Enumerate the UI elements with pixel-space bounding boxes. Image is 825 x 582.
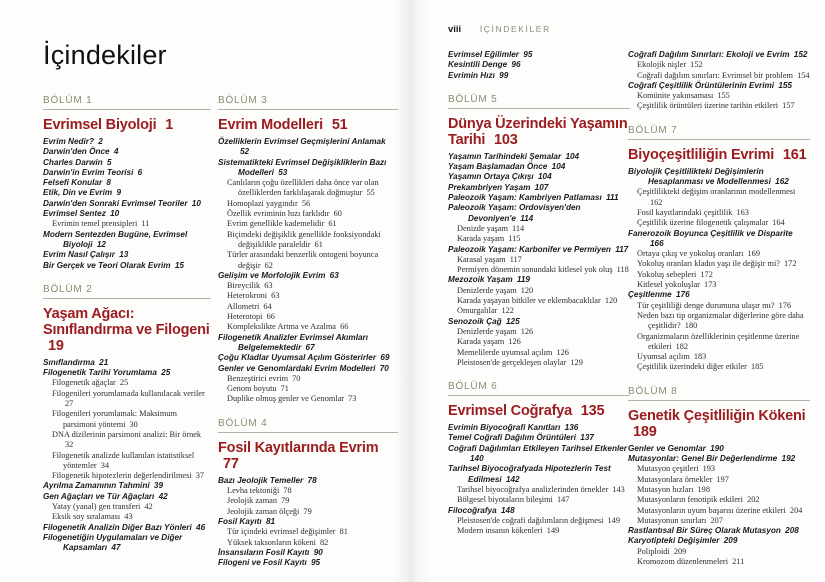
toc-entry: Yaşamın Tarihindeki Şemalar 104 — [448, 151, 580, 161]
page-number: 169 — [747, 249, 760, 259]
toc-entry: Darwin'den Önce 4 — [43, 147, 119, 157]
page-number: 209 — [723, 536, 738, 546]
page-number: 183 — [693, 352, 707, 362]
page-number: 78 — [283, 486, 292, 496]
page-number: 46 — [196, 522, 206, 532]
toc-entry: Genler ve Genomlardaki Evrim Modelleri 70 — [218, 363, 389, 373]
page-number: 103 — [494, 131, 518, 148]
toc-entry: Canlıların çoğu özellikleri daha önce var olan özelliklerden farklılaşarak doğmuştur 55 — [227, 178, 379, 198]
toc-entry: Coğrafi Çeşitlilik Örüntülerinin Evrimi 155 — [628, 80, 792, 90]
chapter-label: BÖLÜM 5 — [448, 94, 630, 109]
chapter-label: BÖLÜM 3 — [218, 95, 398, 110]
page-number: 104 — [565, 151, 580, 161]
page-number: 114 — [520, 213, 534, 223]
toc-entry: Çoğu Kladlar Uyumsal Açılım Gösterirler 69 — [218, 353, 390, 363]
chapter-title: Evrimsel Biyoloji 1 — [43, 117, 174, 133]
page-number: 208 — [785, 526, 799, 536]
page-number: 81 — [265, 516, 276, 526]
page-number: 99 — [499, 70, 509, 80]
page-number: 73 — [348, 394, 357, 404]
page-number: 70 — [292, 373, 301, 383]
toc-entry: Mutasyon çeşitleri 193 — [637, 464, 716, 474]
page-number: 197 — [716, 474, 729, 484]
toc-entry: Karada yaşam 115 — [457, 234, 521, 244]
running-title: İÇİNDEKİLER — [479, 24, 551, 34]
page-number: 60 — [333, 209, 342, 219]
toc-entry: Neden bazı tip organizmalar diğerlerine göre daha çeşitlidir? 180 — [637, 310, 804, 331]
page-number: 143 — [612, 484, 625, 494]
toc-entry: Filogenetik Analizin Diğer Bazı Yönleri 46 — [43, 522, 206, 532]
chapter-title: Fosil Kayıtlarında Evrim 77 — [218, 439, 379, 472]
toc-entry: Uyumsal açılım 183 — [637, 352, 707, 362]
page-number: 115 — [508, 234, 521, 244]
toc-entry: Karyotipteki Değişimler 209 — [628, 536, 738, 546]
page-number: 69 — [380, 353, 390, 363]
toc-entry: Senozoik Çağ 125 — [448, 316, 520, 326]
toc-entry: Türler arasındaki benzerlik ontogeni boyunca değişir 62 — [227, 250, 379, 270]
page-number: 193 — [702, 464, 716, 474]
page-number: 118 — [616, 265, 629, 275]
toc-entry: Çeşitlilik örüntüleri üzerine tarihin etkileri 157 — [637, 101, 795, 111]
chapter-title: Evrimsel Coğrafya 135 — [448, 403, 605, 420]
page-number: 90 — [313, 547, 323, 557]
toc-entry: Filogenetik ağaçlar 25 — [52, 378, 129, 388]
page-number: 95 — [523, 50, 533, 59]
page-number: 148 — [500, 505, 515, 515]
toc-entry: Etik, Din ve Evrim 9 — [43, 188, 122, 198]
page-number: 67 — [305, 342, 315, 352]
toc-entry: Yokoluş sebepleri 172 — [637, 269, 713, 279]
toc-entry: Yokoluş oranları kladın yaşı ile değişir mi? 172 — [637, 259, 797, 269]
toc-entry: Kromozom düzenlenmeleri 211 — [637, 556, 745, 566]
toc-entry: Mutasyonların uyum başarısı üzerine etkileri 204 — [637, 505, 803, 515]
toc-entry: Çeşitlilikteki değişim oranlarının modellenmesi 162 — [637, 187, 796, 207]
page-number: 172 — [784, 259, 797, 269]
toc-entry: Homoplazi yaygındır 56 — [227, 198, 311, 208]
chapter-title: Dünya Üzerindeki Yaşamın Tarihi 103 — [448, 115, 628, 148]
page-number: 202 — [747, 495, 760, 505]
page-number: 107 — [534, 182, 549, 192]
page-number: 166 — [650, 238, 664, 248]
page-number: 63 — [271, 291, 280, 301]
toc-entry: Özelliklerin Evrimsel Geçmişlerini Anlamak 52 — [218, 137, 386, 157]
page-number: 66 — [340, 322, 349, 332]
page-number: 172 — [700, 269, 713, 279]
toc-entry: Filogenileri yorumlamak: Maksimum parsimoni yöntemi 30 — [52, 409, 177, 429]
toc-entry: Biçimdeki değişiklik genellikle fonksiyondaki değişiklikle paraleldir 61 — [227, 229, 381, 249]
page-number: 30 — [129, 419, 138, 429]
page-number: 12 — [96, 239, 106, 249]
toc-entry: Filogenetiğin Uygulamaları ve Diğer Kapsamları 47 — [43, 532, 183, 553]
page-number: 66 — [266, 312, 275, 322]
toc-entry: Filogenetik Analizler Evrimsel Akımları Belgelemektedir 67 — [218, 332, 369, 352]
toc-entry: Mutasyonlara örnekler 197 — [637, 474, 729, 484]
page-number: 190 — [710, 443, 724, 453]
page-number: 10 — [110, 209, 120, 219]
chapter-label: BÖLÜM 8 — [628, 386, 810, 401]
page-number: 47 — [111, 543, 121, 553]
page-number: 173 — [703, 280, 717, 290]
chapter-label: BÖLÜM 1 — [43, 95, 211, 110]
page-number: 8 — [106, 178, 111, 188]
folio-page-number: viii — [448, 24, 462, 35]
page-number: 21 — [99, 357, 109, 367]
toc-entry: Tür çeşitliliği denge durumuna ulaşır mı? 176 — [637, 300, 792, 310]
page-number: 161 — [782, 146, 807, 163]
toc-entry: Yatay (yanal) gen transferi 42 — [52, 502, 153, 512]
toc-entry: Omurgalılar 122 — [457, 306, 514, 316]
page-number: 149 — [607, 515, 620, 525]
toc-entry: Yaşam Başlamadan Önce 104 — [448, 162, 566, 172]
toc-entry: Sistematikteki Evrimsel Değişikliklerin Bazı Modelleri 53 — [218, 157, 387, 177]
page-number: 211 — [732, 556, 745, 566]
page-number: 53 — [278, 167, 288, 177]
toc-column-1 — [43, 95, 211, 554]
toc-entry: Modern insanın kökenleri 149 — [457, 526, 560, 536]
toc-entry: Fanerozoik Boyunca Çeşitlilik ve Disparite 166 — [628, 228, 793, 248]
toc-entry: Evrimin Biyocoğrafi Kanıtları 136 — [448, 423, 579, 433]
toc-entry: Evrim genellikle kademelidir 61 — [227, 219, 337, 229]
page-number: 185 — [750, 362, 764, 372]
page-number: 114 — [512, 223, 525, 233]
page-number: 120 — [604, 296, 618, 306]
toc-entry: Bazı Jeolojik Temeller 78 — [218, 475, 317, 485]
toc-entry: Filogenetik analizde kullanılan istatistiksel yöntemler 34 — [52, 450, 195, 470]
page-number: 64 — [263, 301, 272, 311]
toc-entry: Fosil kayıtlarındaki çeşitlilik 163 — [637, 207, 749, 217]
page-number: 129 — [570, 357, 583, 367]
toc-entry: Filogeni ve Fosil Kayıtı 95 — [218, 558, 321, 568]
page-number: 15 — [174, 260, 184, 270]
toc-entry: Eksik soy sıralaması 43 — [52, 512, 133, 522]
page-number: 34 — [100, 460, 110, 470]
chapter-title: Biyoçeşitliliğin Evrimi 161 — [628, 146, 807, 163]
right-page — [412, 0, 825, 582]
page-number: 155 — [717, 91, 730, 101]
page-number: 126 — [556, 347, 569, 357]
chapter-label: BÖLÜM 7 — [628, 125, 810, 140]
toc-entry: Memelilerde uyumsal açılım 126 — [457, 347, 569, 357]
toc-entry: Karada yaşayan bitkiler ve eklembacaklılar 120 — [457, 296, 618, 306]
page-number: 27 — [65, 399, 74, 409]
toc-entry: Coğrafi Dağılım Sınırları: Ekoloji ve Evrim 152 — [628, 50, 808, 59]
toc-entry: Bir Gerçek ve Teori Olarak Evrim 15 — [43, 260, 184, 270]
chapter-label: BÖLÜM 2 — [43, 284, 211, 299]
chapter-title: Evrim Modelleri 51 — [218, 117, 348, 133]
page-number: 95 — [311, 558, 321, 568]
toc-entry: Fosil Kayıtı 81 — [218, 516, 276, 526]
page-number: 157 — [782, 101, 795, 111]
page-number: 142 — [505, 474, 520, 484]
toc-entry: Heterokroni 63 — [227, 291, 280, 301]
page-number: 126 — [520, 326, 534, 336]
left-page — [0, 0, 412, 582]
page-number: 162 — [775, 177, 789, 187]
page-number: 11 — [141, 219, 150, 229]
toc-entry: Permiyen dönemin sonundaki kitlesel yok oluş 118 — [457, 265, 629, 275]
toc-entry: Yüksek taksonların kökeni 82 — [227, 537, 329, 547]
page-number: 42 — [144, 502, 153, 512]
toc-entry: Levha tektoniği 78 — [227, 486, 292, 496]
toc-entry: Modern Sentezden Bugüne, Evrimsel Biyoloji 12 — [43, 229, 188, 249]
page-number: 9 — [116, 188, 122, 198]
page-number: 25 — [119, 378, 129, 388]
page-number: 51 — [331, 117, 348, 133]
toc-entry: Ortaya çıkış ve yokoluş oranları 169 — [637, 249, 760, 259]
toc-entry: Poliploidi 209 — [637, 546, 687, 556]
page-number: 2 — [98, 137, 103, 146]
toc-entry: Mutasyonun sınırları 207 — [637, 515, 723, 525]
toc-entry: Felsefi Konular 8 — [43, 178, 111, 188]
toc-entry: Filogenetik hipotezlerin değerlendirilmesi 37 — [52, 471, 204, 481]
page-number: 149 — [546, 526, 560, 536]
page-number: 4 — [113, 147, 119, 157]
toc-entry: Biyolojik Çeşitlilikteki Değişimlerin Hesaplanması ve Modellenmesi 162 — [628, 166, 789, 187]
page-number: 55 — [366, 188, 375, 198]
toc-column-2 — [218, 95, 398, 568]
page-number: 122 — [501, 306, 514, 316]
page-number: 6 — [137, 167, 143, 177]
toc-entry: Mezozoik Yaşam 119 — [448, 275, 530, 285]
toc-entry: Bölgesel biyotaların bileşimi 147 — [457, 495, 570, 505]
toc-entry: Çeşitlilik üzerindeki diğer etkiler 185 — [637, 362, 764, 372]
page-number: 176 — [675, 290, 690, 300]
page-number: 140 — [470, 454, 484, 464]
toc-entry: Mutasyon hızları 198 — [637, 484, 710, 494]
page-number: 119 — [516, 275, 530, 285]
page-number: 192 — [781, 454, 796, 464]
page-number: 117 — [509, 254, 522, 264]
page-number: 63 — [264, 281, 273, 291]
toc-entry: Tür içindeki evrimsel değişimler 81 — [227, 527, 348, 537]
page-number: 137 — [580, 433, 594, 443]
page-number: 164 — [772, 218, 785, 228]
toc-column-3 — [448, 50, 630, 536]
page-number: 70 — [379, 363, 389, 373]
page-number: 198 — [697, 484, 710, 494]
toc-entry: Rastlantısal Bir Süreç Olarak Mutasyon 208 — [628, 526, 799, 536]
toc-entry: Allometri 64 — [227, 301, 272, 311]
page-number: 209 — [673, 546, 687, 556]
page-number: 147 — [556, 495, 570, 505]
toc-entry: Komplekslikte Artma ve Azalma 66 — [227, 322, 349, 332]
chapter-title: Genetik Çeşitliliğin Kökeni 189 — [628, 407, 806, 440]
toc-entry: Darwin'den Sonraki Evrimsel Teoriler 10 — [43, 198, 201, 208]
toc-entry: Coğrafi dağılım sınırları: Evrimsel bir problem 154 — [637, 70, 810, 80]
page-number: 25 — [161, 368, 171, 378]
toc-entry: Genler ve Genomlar 190 — [628, 443, 724, 453]
page-number: 52 — [240, 147, 250, 157]
chapter-title: Yaşam Ağacı: Sınıflandırma ve Filogeni 19 — [43, 305, 210, 354]
page-number: 96 — [511, 60, 521, 70]
toc-entry: Evrimsel Eğilimler 95 — [448, 50, 533, 59]
page-title: İçindekiler — [43, 40, 167, 70]
toc-entry: Kesintili Denge 96 — [448, 60, 521, 70]
page-number: 71 — [280, 384, 289, 394]
toc-entry: Kitlesel yokoluşlar 173 — [637, 280, 717, 290]
toc-entry: Pleistosen'de gerçekleşen olaylar 129 — [457, 357, 583, 367]
page-number: 182 — [675, 341, 689, 351]
page-number: 77 — [223, 455, 239, 472]
toc-entry: Charles Darwin 5 — [43, 157, 112, 167]
page-number: 152 — [690, 60, 703, 70]
toc-entry: Duplike olmuş genler ve Genomlar 73 — [227, 394, 357, 404]
page-number: 61 — [314, 239, 323, 249]
page-number: 43 — [124, 512, 133, 522]
toc-entry: Mutasyonların fenotipik etkileri 202 — [637, 495, 760, 505]
toc-entry: Filogenetik Tarihi Yorumlama 25 — [43, 368, 171, 378]
toc-entry: Çeşitlilik üzerine filogenetik çalışmalar 164 — [637, 218, 785, 228]
page-number: 79 — [303, 506, 312, 516]
page-number: 120 — [520, 285, 534, 295]
page-number: 19 — [48, 337, 64, 354]
toc-entry: Tarihsel Biyocoğrafyada Hipotezlerin Test Edilmesi 142 — [448, 464, 611, 484]
page-number: 62 — [264, 260, 273, 270]
page-number: 125 — [505, 316, 520, 326]
page-number: 204 — [789, 505, 803, 515]
toc-entry: Ekolojik nişler 152 — [637, 60, 703, 70]
toc-entry: Coğrafi Dağılımları Etkileyen Tarihsel Etkenler 140 — [448, 443, 627, 464]
page-number: 176 — [778, 300, 792, 310]
toc-entry: Jeolojik zaman 79 — [227, 496, 290, 506]
toc-entry: Denizlerde yaşam 120 — [457, 285, 534, 295]
toc-entry: Paleozoik Yaşam: Karbonifer ve Permiyen 117 — [448, 244, 629, 254]
toc-entry: Denizlerde yaşam 126 — [457, 326, 534, 336]
toc-entry: Darwin'in Evrim Teorisi 6 — [43, 167, 143, 177]
page-number: 163 — [736, 207, 749, 217]
running-header — [448, 24, 551, 35]
toc-entry: Evrimin temel prensipleri 11 — [52, 219, 150, 229]
toc-column-4 — [628, 50, 810, 567]
toc-entry: Komünite yakınsaması 155 — [637, 91, 730, 101]
toc-entry: Gelişim ve Morfolojik Evrim 63 — [218, 270, 339, 280]
page-number: 152 — [793, 50, 808, 59]
page-number: 135 — [580, 403, 605, 420]
page-number: 78 — [307, 475, 317, 485]
toc-entry: Prekambriyen Yaşam 107 — [448, 182, 549, 192]
page-number: 104 — [551, 162, 566, 172]
toc-entry: Tarihsel biyocoğrafya analizlerinden örnekler 143 — [457, 484, 625, 494]
toc-entry: Benzeştirici evrim 70 — [227, 373, 301, 383]
toc-entry: Denizde yaşam 114 — [457, 223, 525, 233]
toc-entry: İnsansıların Fosil Kayıtı 90 — [218, 547, 323, 557]
toc-entry: Evrimsel Sentez 10 — [43, 209, 120, 219]
toc-entry: Jeolojik zaman ölçeği 79 — [227, 506, 312, 516]
toc-entry: Temel Coğrafi Dağılım Örüntüleri 137 — [448, 433, 594, 443]
page-number: 37 — [195, 471, 204, 481]
page-number: 32 — [65, 440, 74, 450]
toc-entry: Ayrılma Zamanının Tahmini 39 — [43, 481, 163, 491]
toc-entry: Evrimin Hızı 99 — [448, 70, 509, 80]
page-number: 117 — [615, 244, 629, 254]
page-number: 5 — [106, 157, 112, 167]
toc-entry: Genom boyutu 71 — [227, 384, 289, 394]
page-number: 82 — [320, 537, 329, 547]
toc-entry: Sınıflandırma 21 — [43, 357, 109, 367]
page-number: 180 — [684, 321, 698, 331]
toc-entry: Pleistosen'de coğrafi dağılımların değişmesi 149 — [457, 515, 620, 525]
toc-entry: Karasal yaşam 117 — [457, 254, 522, 264]
page-number: 154 — [797, 70, 810, 80]
page-number: 42 — [158, 491, 168, 501]
toc-entry: Çeşitlenme 176 — [628, 290, 690, 300]
page-number: 111 — [606, 193, 619, 203]
page-number: 136 — [564, 423, 579, 433]
toc-entry: Evrim Nasıl Çalışır 13 — [43, 250, 129, 260]
toc-entry: Yaşamın Ortaya Çıkışı 104 — [448, 172, 552, 182]
page-number: 104 — [537, 172, 552, 182]
page-number: 39 — [153, 481, 163, 491]
toc-entry: Filocoğrafya 148 — [448, 505, 515, 515]
toc-entry: Karada yaşam 126 — [457, 337, 521, 347]
page-number: 126 — [508, 337, 521, 347]
chapter-label: BÖLÜM 4 — [218, 418, 398, 433]
toc-entry: Heterotopi 66 — [227, 312, 275, 322]
toc-entry: Gen Ağaçları ve Tür Ağaçları 42 — [43, 491, 168, 501]
page-number: 61 — [328, 219, 337, 229]
page-number: 56 — [301, 198, 311, 208]
page-number: 189 — [633, 423, 657, 440]
page-number: 79 — [281, 496, 290, 506]
page-number: 162 — [650, 197, 663, 207]
toc-entry: Paleozoik Yaşam: Ordovisyen'den Devoniyen'e 114 — [448, 203, 581, 223]
page-number: 13 — [119, 250, 129, 260]
page-number: 207 — [710, 515, 723, 525]
toc-entry: Bireycilik 63 — [227, 281, 273, 291]
page-number: 81 — [339, 527, 348, 537]
toc-entry: Filogenileri yorumlamada kullanılacak veriler 27 — [52, 388, 205, 409]
page-number: 63 — [329, 270, 339, 280]
page-number: 10 — [191, 198, 201, 208]
toc-entry: Organizmaların özelliklerinin çeşitlenme üzerine etkileri 182 — [637, 331, 800, 351]
toc-entry: DNA dizilerinin parsimoni analizi: Bir örnek 32 — [52, 429, 202, 450]
chapter-label: BÖLÜM 6 — [448, 381, 630, 396]
toc-entry: Paleozoik Yaşam: Kambriyen Patlaması 111 — [448, 193, 619, 203]
toc-entry: Özellik evriminin hızı farklıdır 60 — [227, 209, 342, 219]
page-number: 1 — [165, 117, 174, 133]
page-number: 155 — [778, 80, 792, 90]
toc-entry: Evrim Nedir? 2 — [43, 137, 103, 146]
toc-entry: Mutasyonlar: Genel Bir Değerlendirme 192 — [628, 454, 796, 464]
